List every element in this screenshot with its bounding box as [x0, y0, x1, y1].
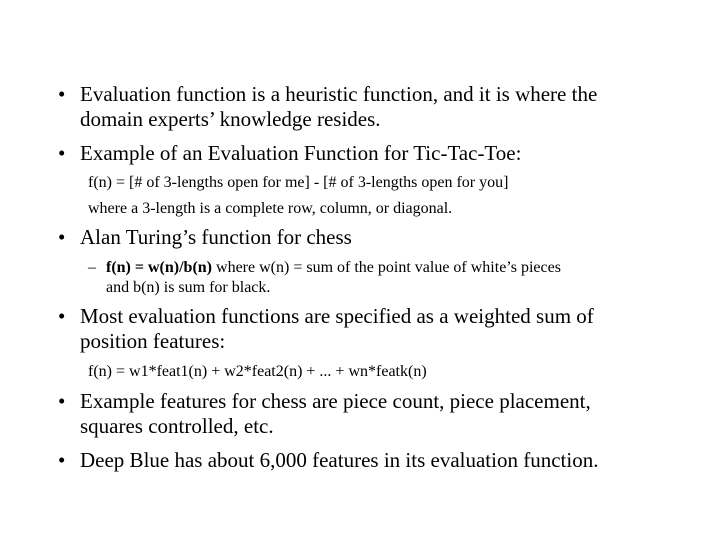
turing-formula-rest: where w(n) = sum of the point value of white’s pieces: [212, 259, 561, 276]
turing-formula-line2: and b(n) is sum for black.: [106, 279, 271, 296]
bullet-weighted-sum: [58, 304, 688, 354]
bullet-glyph: •: [58, 225, 66, 249]
bullet-text: Example of an Evaluation Function for Tic-Tac-Toe:: [80, 141, 522, 165]
bullet-glyph: •: [58, 448, 66, 472]
dash-glyph: –: [88, 259, 96, 276]
bullet-glyph: •: [58, 141, 66, 165]
bullet-text: Most evaluation functions are specified as a weighted sum of position features:: [80, 304, 594, 353]
turing-formula-bold: f(n) = w(n)/b(n): [106, 259, 213, 276]
bullet-text: Alan Turing’s function for chess: [80, 225, 352, 249]
bullet-glyph: •: [58, 389, 66, 413]
bullet-glyph: •: [58, 304, 66, 328]
bullet-deep-blue: [58, 448, 688, 473]
tic-tac-toe-formula: f(n) = [# of 3-lengths open for me] - [# of 3-lengths open for you]: [88, 174, 509, 191]
bullet-evaluation-function: [58, 82, 688, 132]
bullet-alan-turing: [58, 225, 688, 250]
bullet-tic-tac-toe-example: [58, 141, 688, 166]
bullet-glyph: •: [58, 82, 66, 106]
bullet-text: Example features for chess are piece count, piece placement, squares controlled, etc.: [80, 389, 591, 438]
turing-formula-item: [88, 258, 698, 298]
bullet-text: Deep Blue has about 6,000 features in its evaluation function.: [80, 448, 599, 472]
tic-tac-toe-definition: where a 3-length is a complete row, column, or diagonal.: [88, 200, 453, 217]
bullet-text: Evaluation function is a heuristic function, and it is where the domain experts’ knowledge resides.: [80, 82, 598, 131]
turing-formula-text: [106, 258, 698, 298]
weighted-sum-formula: f(n) = w1*feat1(n) + w2*feat2(n) + ... + wn*featk(n): [88, 363, 427, 380]
bullet-chess-features: [58, 389, 688, 439]
